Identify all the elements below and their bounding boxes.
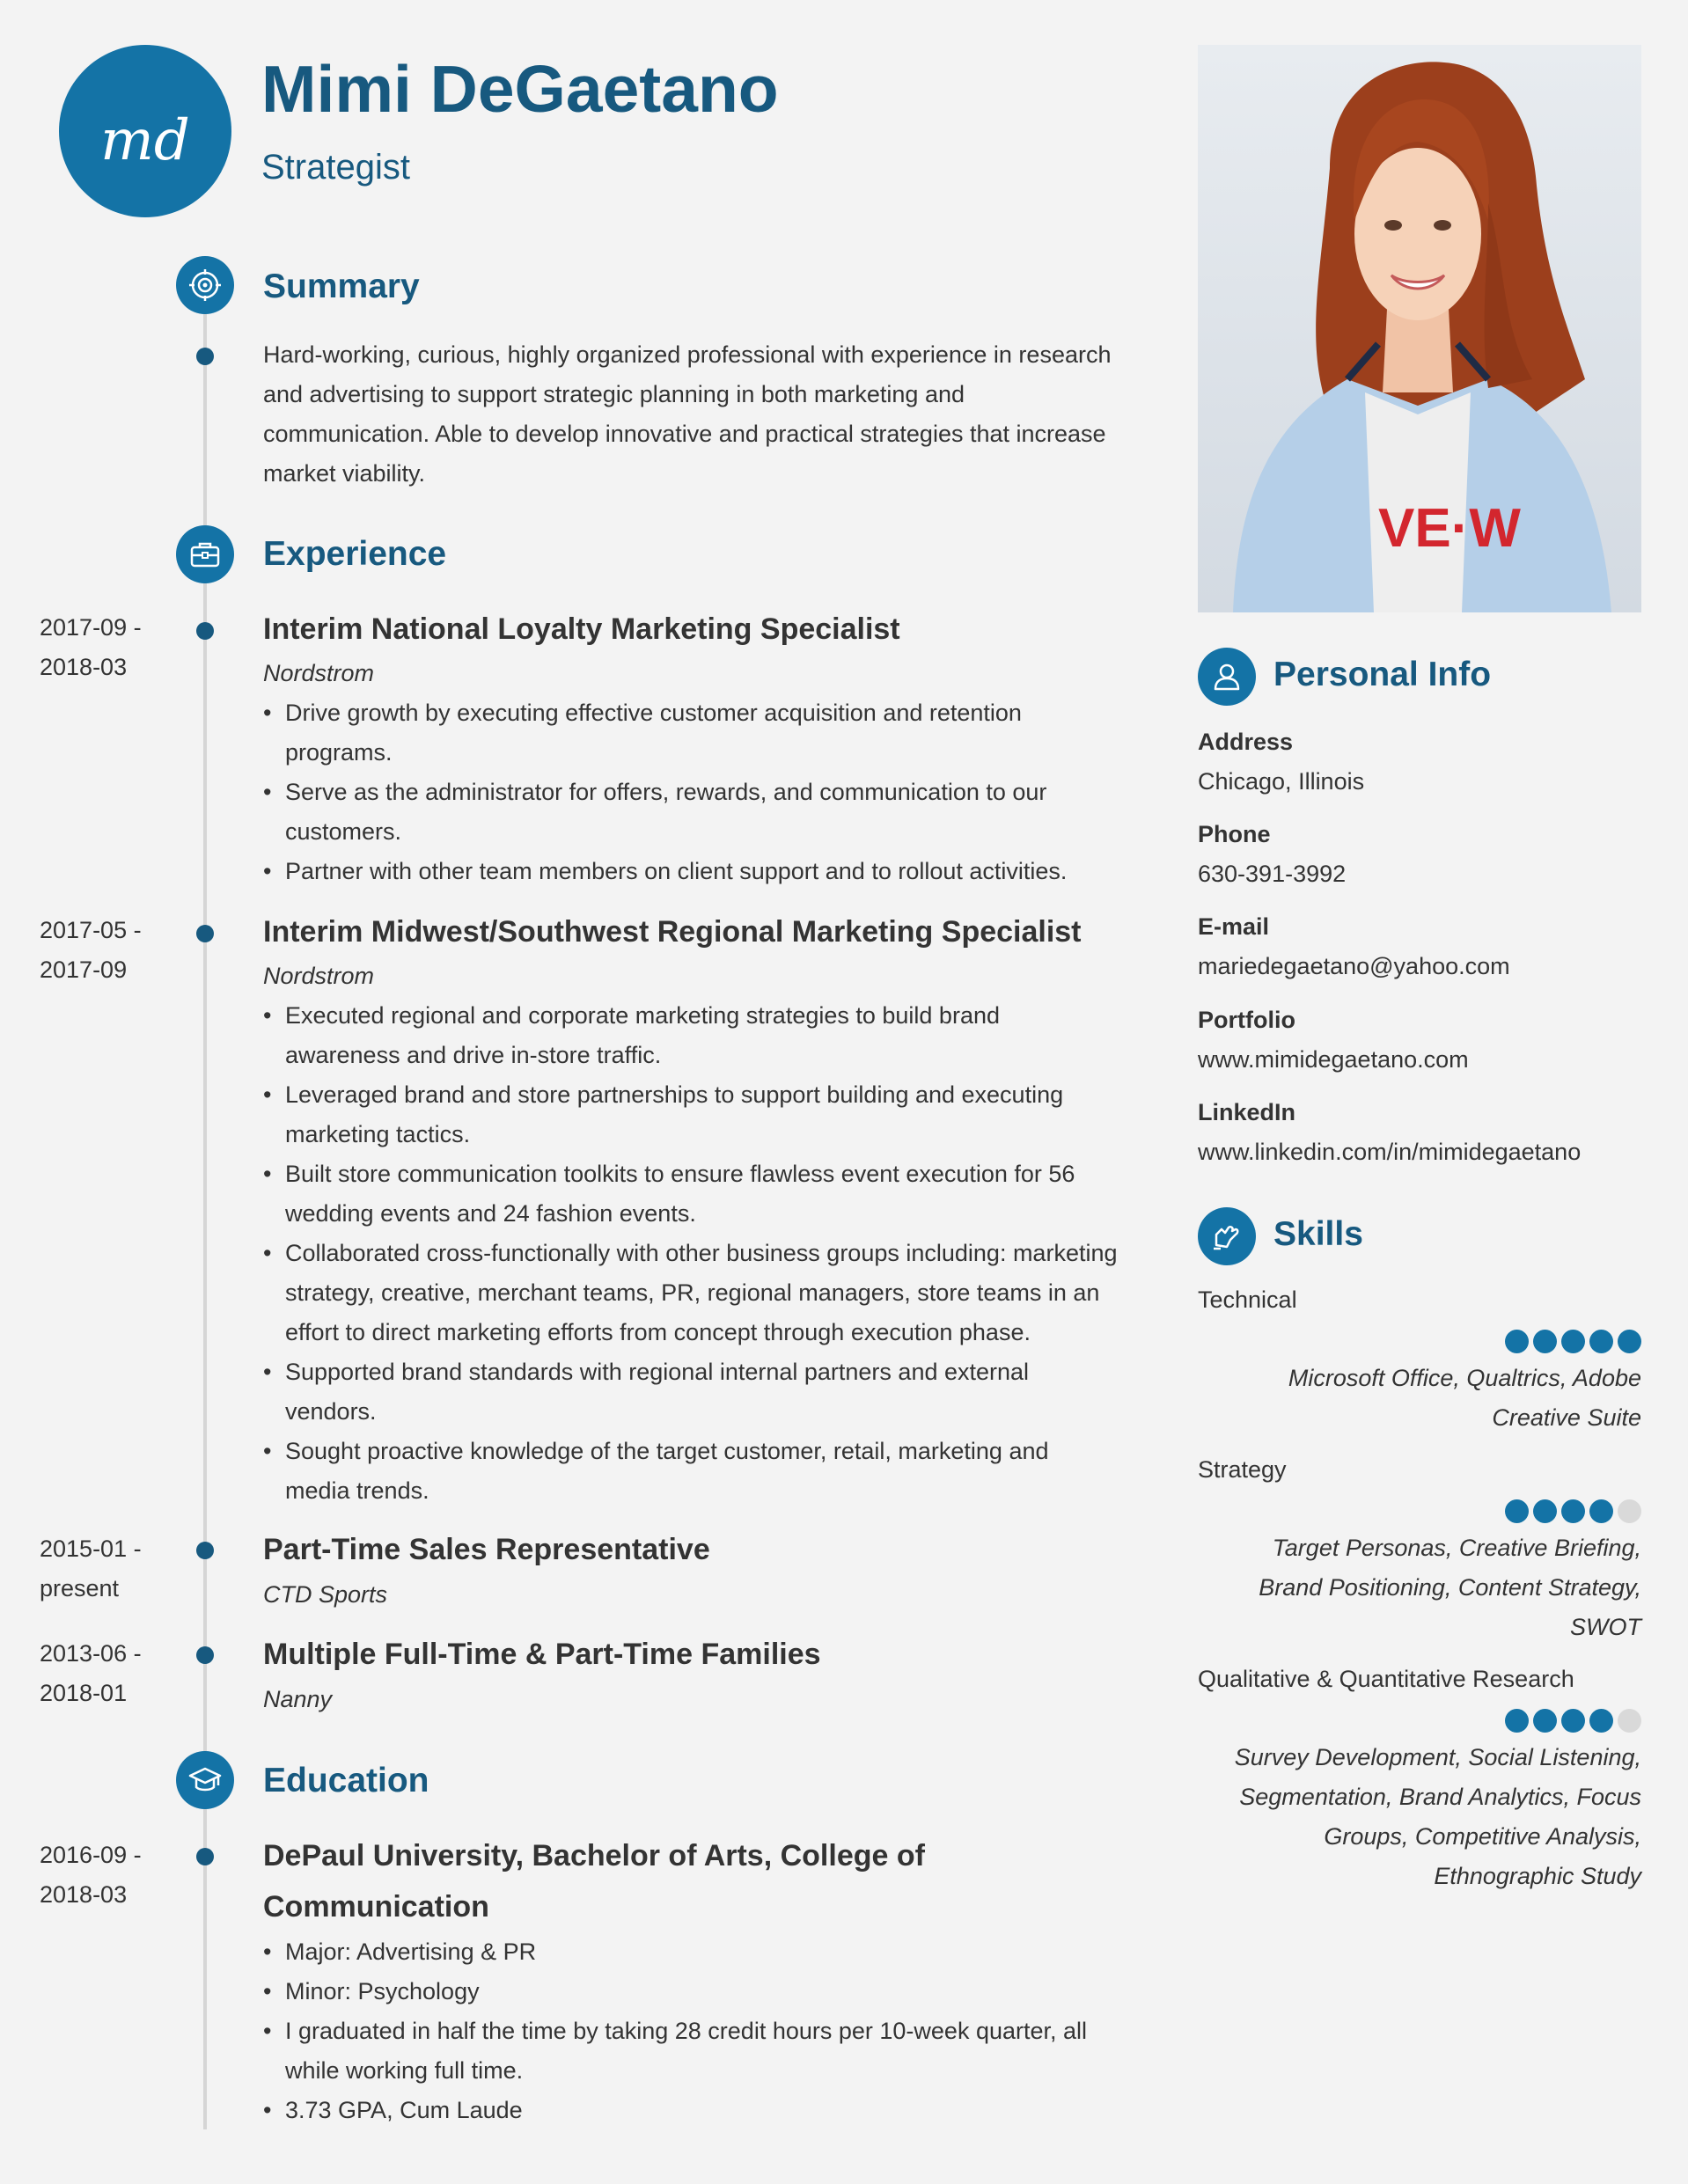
address-value: Chicago, Illinois	[1198, 768, 1365, 795]
date-start: 2017-05 -	[40, 917, 142, 943]
timeline-dot	[196, 1542, 214, 1559]
skill-details: Survey Development, Social Listening, Segmentation, Brand Analytics, Focus Groups, Competitive Analysis, Ethnographic Study	[1234, 1744, 1641, 1889]
rating-dot-filled	[1618, 1330, 1641, 1353]
rating-dot-filled	[1533, 1499, 1557, 1523]
portfolio-label: Portfolio	[1198, 1007, 1295, 1033]
timeline-dot	[196, 1848, 214, 1865]
job-date	[40, 1529, 180, 1609]
job-title: Part-Time Sales Representative	[263, 1533, 710, 1566]
job-bullets	[263, 693, 1095, 891]
rating-dot-filled	[1589, 1330, 1613, 1353]
address-label: Address	[1198, 729, 1294, 755]
rating-dot-empty	[1618, 1499, 1641, 1523]
timeline-dot	[196, 622, 214, 640]
skill-details: Target Personas, Creative Briefing, Brand Positioning, Content Strategy, SWOT	[1259, 1535, 1641, 1640]
job-bullets	[263, 996, 1143, 1511]
summary-line: Hard-working, curious, highly organized professional with experience in research	[263, 341, 1112, 368]
rating-dot-filled	[1589, 1499, 1613, 1523]
skill-rating	[1505, 1330, 1641, 1353]
date-start: 2015-01 -	[40, 1535, 142, 1562]
list-item: • Drive growth by executing effective customer acquisition and retention programs.	[263, 693, 1095, 773]
date-start: 2016-09 -	[40, 1842, 142, 1868]
email-label: E-mail	[1198, 913, 1270, 940]
timeline-dot	[196, 348, 214, 365]
skill-name: Qualitative & Quantitative Research	[1198, 1666, 1574, 1692]
job-company: CTD Sports	[263, 1581, 388, 1608]
date-start: 2013-06 -	[40, 1640, 142, 1667]
skills-heading: Skills	[1273, 1215, 1363, 1253]
experience-heading: Experience	[263, 535, 447, 573]
summary-line: communication. Able to develop innovative and practical strategies that increase	[263, 421, 1106, 447]
summary-line: market viability.	[263, 460, 426, 487]
job-title: Multiple Full-Time & Part-Time Families	[263, 1638, 821, 1671]
list-item: • Partner with other team members on client support and to rollout activities.	[263, 852, 1095, 891]
skill-rating	[1505, 1499, 1641, 1523]
list-item: • Serve as the administrator for offers, rewards, and communication to our customers.	[263, 773, 1095, 852]
rating-dot-filled	[1561, 1330, 1585, 1353]
education-date	[40, 1836, 180, 1915]
list-item: • Minor: Psychology	[263, 1972, 1143, 2012]
puzzle-hand-icon	[1198, 1207, 1256, 1265]
job-date	[40, 608, 180, 687]
list-item: • Collaborated cross-functionally with other business groups including: marketing strategy, creative, merchant teams, PR, regional managers, store teams in an effort to direct marketing efforts from concept through execution phase.	[263, 1234, 1148, 1352]
rating-dot-filled	[1505, 1330, 1529, 1353]
summary-heading: Summary	[263, 268, 420, 305]
education-heading: Education	[263, 1762, 429, 1799]
rating-dot-empty	[1618, 1709, 1641, 1733]
target-icon	[176, 256, 234, 314]
phone-label: Phone	[1198, 821, 1271, 847]
monogram-text: md	[100, 108, 190, 173]
job-company: Nordstrom	[263, 660, 375, 686]
date-end: 2018-01	[40, 1680, 128, 1706]
list-item: • Built store communication toolkits to ensure flawless event execution for 56 wedding events and 24 fashion events.	[263, 1154, 1126, 1234]
list-item: • Sought proactive knowledge of the target customer, retail, marketing and media trends.	[263, 1432, 1104, 1511]
rating-dot-filled	[1505, 1709, 1529, 1733]
rating-dot-filled	[1533, 1330, 1557, 1353]
personal-info-heading: Personal Info	[1273, 656, 1492, 693]
job-title: Interim Midwest/Southwest Regional Marketing Specialist	[263, 915, 1082, 949]
list-item: • Executed regional and corporate marketing strategies to build brand awareness and drive in-store traffic.	[263, 996, 1038, 1075]
list-item: • 3.73 GPA, Cum Laude	[263, 2091, 1143, 2130]
job-date	[40, 1634, 180, 1713]
candidate-title: Strategist	[261, 148, 410, 187]
skill-details: Microsoft Office, Qualtrics, Adobe Creative Suite	[1288, 1365, 1641, 1431]
skill-name: Strategy	[1198, 1456, 1287, 1483]
list-item: • I graduated in half the time by taking 28 credit hours per 10-week quarter, all while working full time.	[263, 2012, 1143, 2091]
portfolio-link[interactable]: www.mimidegaetano.com	[1198, 1046, 1469, 1073]
rating-dot-filled	[1533, 1709, 1557, 1733]
date-end: 2018-03	[40, 1881, 128, 1908]
date-start: 2017-09 -	[40, 614, 142, 641]
profile-photo	[1198, 45, 1641, 612]
rating-dot-filled	[1561, 1499, 1585, 1523]
phone-value: 630-391-3992	[1198, 861, 1347, 887]
rating-dot-filled	[1561, 1709, 1585, 1733]
timeline-dot	[196, 925, 214, 942]
monogram-avatar	[59, 45, 231, 217]
job-title: Interim National Loyalty Marketing Specialist	[263, 612, 900, 646]
timeline-dot	[196, 1646, 214, 1664]
job-company: Nordstrom	[263, 963, 375, 989]
skill-rating	[1505, 1709, 1641, 1733]
education-bullets	[263, 1932, 1143, 2130]
svg-text:VE·W: VE·W	[1378, 498, 1521, 559]
summary-line: and advertising to support strategic planning in both marketing and	[263, 381, 965, 407]
date-end: 2017-09	[40, 956, 128, 983]
date-end: present	[40, 1575, 120, 1601]
list-item: • Major: Advertising & PR	[263, 1932, 1143, 1972]
email-value[interactable]: mariedegaetano@yahoo.com	[1198, 953, 1510, 979]
summary-text	[263, 335, 1134, 494]
rating-dot-filled	[1589, 1709, 1613, 1733]
skill-name: Technical	[1198, 1286, 1297, 1313]
list-item: • Leveraged brand and store partnerships to support building and executing marketing tactics.	[263, 1075, 1126, 1154]
job-company: Nanny	[263, 1686, 333, 1712]
list-item: • Supported brand standards with regional internal partners and external vendors.	[263, 1352, 1104, 1432]
graduation-cap-icon	[176, 1751, 234, 1809]
job-date	[40, 911, 180, 990]
user-icon	[1198, 648, 1256, 706]
linkedin-label: LinkedIn	[1198, 1099, 1296, 1125]
linkedin-link[interactable]: www.linkedin.com/in/mimidegaetano	[1198, 1139, 1582, 1165]
degree-title: DePaul University, Bachelor of Arts, College of Communication	[263, 1839, 925, 1924]
candidate-name: Mimi DeGaetano	[261, 52, 779, 126]
rating-dot-filled	[1505, 1499, 1529, 1523]
date-end: 2018-03	[40, 654, 128, 680]
briefcase-icon	[176, 525, 234, 583]
